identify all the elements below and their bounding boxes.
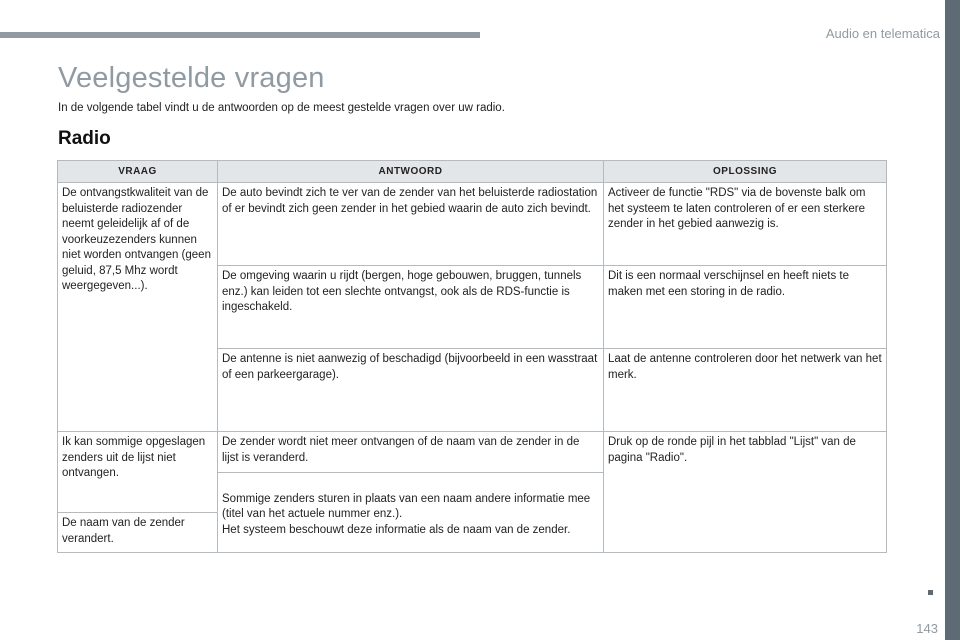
intro-text: In de volgende tabel vindt u de antwoorden op de meest gestelde vragen over uw radio.	[58, 102, 505, 114]
solution-cell: Druk op de ronde pijl in het tabblad "Lijst" van de pagina "Radio".	[604, 432, 887, 553]
answer-cell: De antenne is niet aanwezig of beschadigd (bijvoorbeeld in een wasstraat of een parkeergarage).	[218, 349, 604, 432]
page-marker	[928, 590, 933, 595]
question-cell: De ontvangstkwaliteit van de beluisterde radiozender neemt geleidelijk af of de voorkeuzezenders kunnen niet worden ontvangen (geen geluid, 87,5 Mhz wordt weergegeven...).	[58, 183, 218, 432]
question-cell: De naam van de zender verandert.	[58, 513, 218, 553]
right-edge-band	[945, 0, 960, 640]
section-subtitle: Radio	[58, 128, 111, 149]
question-cell: Ik kan sommige opgeslagen zenders uit de lijst niet ontvangen.	[58, 432, 218, 513]
answer-cell: De zender wordt niet meer ontvangen of de naam van de zender in de lijst is veranderd.	[218, 432, 604, 473]
table-row	[58, 432, 887, 473]
top-accent-bar	[0, 32, 480, 38]
faq-table	[57, 160, 887, 553]
answer-line: Sommige zenders sturen in plaats van een naam andere informatie mee (titel van het actuele nummer enz.).	[222, 492, 591, 521]
answer-cell	[218, 473, 604, 553]
answer-line: Het systeem beschouwt deze informatie als de naam van de zender.	[222, 523, 571, 536]
section-label: Audio en telematica	[825, 26, 940, 41]
page-title: Veelgestelde vragen	[58, 62, 325, 94]
solution-cell: Activeer de functie "RDS" via de bovenste balk om het systeem te laten controleren of er een sterkere zender in het gebied aanwezig is.	[604, 183, 887, 266]
answer-cell: De omgeving waarin u rijdt (bergen, hoge gebouwen, bruggen, tunnels enz.) kan leiden tot een slechte ontvangst, ook als de RDS-functie is ingeschakeld.	[218, 266, 604, 349]
solution-cell: Dit is een normaal verschijnsel en heeft niets te maken met een storing in de radio.	[604, 266, 887, 349]
solution-cell: Laat de antenne controleren door het netwerk van het merk.	[604, 349, 887, 432]
page-number: 143	[916, 621, 938, 636]
column-header-answer: ANTWOORD	[218, 161, 604, 183]
column-header-question: VRAAG	[58, 161, 218, 183]
table-row	[58, 183, 887, 266]
column-header-solution: OPLOSSING	[604, 161, 887, 183]
answer-cell: De auto bevindt zich te ver van de zender van het beluisterde radiostation of er bevindt zich geen zender in het gebied waarin de auto zich bevindt.	[218, 183, 604, 266]
table-header-row	[58, 161, 887, 183]
